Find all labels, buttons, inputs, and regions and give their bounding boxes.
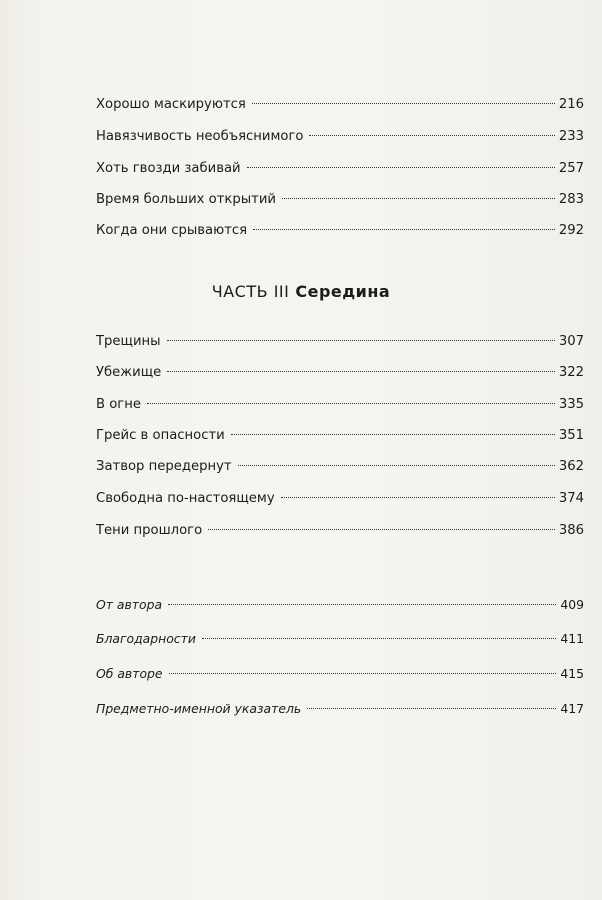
toc-entry-page: 362 — [558, 459, 584, 474]
dot-leader — [238, 465, 555, 466]
toc-entry — [96, 394, 584, 416]
toc-entry-title: От автора — [96, 597, 163, 612]
dot-leader — [281, 497, 555, 498]
toc-entry-page: 409 — [560, 597, 584, 612]
toc-entry-title: В огне — [96, 397, 141, 412]
toc-entry-page: 411 — [560, 631, 584, 646]
part-label: ЧАСТЬ III — [211, 282, 290, 301]
toc-entry-title: Об авторе — [96, 666, 163, 681]
part-heading — [0, 280, 602, 304]
toc-entry-title: Когда они срываются — [96, 223, 248, 238]
toc-entry — [96, 331, 584, 353]
toc-entry-page: 417 — [560, 701, 584, 716]
toc-entry — [96, 698, 584, 720]
dot-leader — [247, 167, 555, 168]
toc-entry-page: 283 — [558, 192, 584, 207]
toc-entry-page: 351 — [558, 428, 584, 443]
dot-leader — [252, 103, 555, 104]
toc-entry-title: Убежище — [96, 365, 162, 380]
dot-leader — [168, 604, 556, 605]
toc-entry — [96, 663, 584, 685]
toc-entry-title: Тени прошлого — [96, 523, 203, 538]
toc-entry-title: Предметно-именной указатель — [96, 701, 302, 716]
dot-leader — [202, 638, 556, 639]
toc-entry-page: 257 — [558, 161, 584, 176]
toc-entry — [96, 220, 584, 242]
toc-entry — [96, 594, 584, 616]
toc-entry — [96, 189, 584, 211]
toc-entry-title: Навязчивость необъяснимого — [96, 129, 304, 144]
dot-leader — [147, 403, 555, 404]
toc-entry — [96, 520, 584, 542]
toc-entry — [96, 158, 584, 180]
toc-entry — [96, 425, 584, 447]
toc-entry-title: Затвор передернут — [96, 459, 232, 474]
toc-entry-page: 335 — [558, 397, 584, 412]
toc-entry-page: 386 — [558, 523, 584, 538]
dot-leader — [169, 673, 557, 674]
toc-entry-title: Свободна по-настоящему — [96, 491, 275, 506]
dot-leader — [167, 371, 555, 372]
toc-entry-title: Время больших открытий — [96, 192, 276, 207]
toc-entry-title: Хорошо маскируются — [96, 97, 246, 112]
toc-entry-page: 374 — [558, 491, 584, 506]
dot-leader — [253, 229, 555, 230]
toc-entry — [96, 488, 584, 510]
dot-leader — [208, 529, 555, 530]
toc-entry — [96, 456, 584, 478]
part-name: Середина — [295, 282, 391, 301]
toc-entry-page: 233 — [558, 129, 584, 144]
toc-entry-title: Хоть гвозди забивай — [96, 161, 241, 176]
dot-leader — [307, 708, 556, 709]
toc-entry-page: 292 — [558, 223, 584, 238]
toc-entry-page: 307 — [558, 334, 584, 349]
toc-entry-title: Грейс в опасности — [96, 428, 225, 443]
toc-entry-title: Трещины — [96, 334, 161, 349]
dot-leader — [309, 135, 554, 136]
dot-leader — [231, 434, 555, 435]
toc-entry-title: Благодарности — [96, 631, 196, 646]
toc-entry — [96, 94, 584, 116]
toc-entry-page: 322 — [558, 365, 584, 380]
toc-entry — [96, 628, 584, 650]
toc-entry-page: 415 — [560, 666, 584, 681]
dot-leader — [167, 340, 555, 341]
toc-entry — [96, 126, 584, 148]
toc-entry — [96, 362, 584, 384]
dot-leader — [282, 198, 555, 199]
toc-entry-page: 216 — [558, 97, 584, 112]
